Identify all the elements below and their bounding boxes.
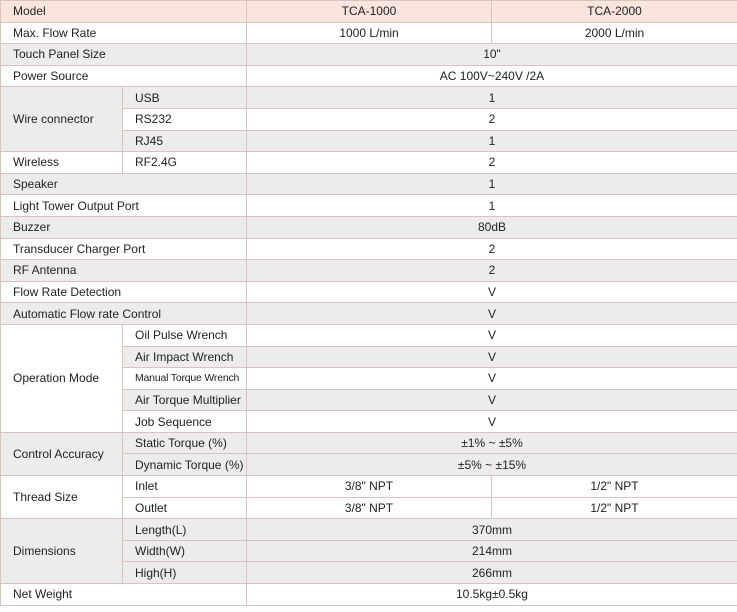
cell-value: 1 <box>247 130 737 152</box>
cell-value: V <box>247 389 737 411</box>
sub-label: Air Impact Wrench <box>123 346 247 368</box>
cell-value: 10.5kg±0.5kg <box>247 584 737 606</box>
cell-value: V <box>247 303 737 325</box>
cell-value: 266mm <box>247 562 737 584</box>
model-tca-2000: TCA-2000 <box>492 1 737 23</box>
row-net-weight <box>1 584 737 606</box>
sub-label: Job Sequence <box>123 411 247 433</box>
row-wire-usb <box>1 87 737 109</box>
row-label: Automatic Flow rate Control <box>1 303 247 325</box>
row-label: Touch Panel Size <box>1 44 247 66</box>
sub-label: RS232 <box>123 108 247 130</box>
cell-value: 1 <box>247 87 737 109</box>
row-auto-flow <box>1 303 737 325</box>
row-power-source <box>1 65 737 87</box>
sub-label: RF2.4G <box>123 152 247 174</box>
sub-label: Manual Torque Wrench <box>123 368 247 390</box>
row-label: Flow Rate Detection <box>1 281 247 303</box>
sub-label: Air Torque Multiplier <box>123 389 247 411</box>
sub-label: Oil Pulse Wrench <box>123 324 247 346</box>
cell-value: 1/2" NPT <box>492 476 737 498</box>
group-label-wire: Wire connector <box>1 87 123 152</box>
sub-label: RJ45 <box>123 130 247 152</box>
model-tca-1000: TCA-1000 <box>247 1 492 23</box>
row-flow-rate <box>1 22 737 44</box>
cell-value: 2000 L/min <box>492 22 737 44</box>
row-label: Transducer Charger Port <box>1 238 247 260</box>
row-label: RF Antenna <box>1 260 247 282</box>
cell-value: 3/8" NPT <box>247 497 492 519</box>
row-dim-length <box>1 519 737 541</box>
cell-value: V <box>247 324 737 346</box>
sub-label: Dynamic Torque (%) <box>123 454 247 476</box>
row-light-tower <box>1 195 737 217</box>
row-wireless <box>1 152 737 174</box>
row-buzzer <box>1 216 737 238</box>
row-label: Power Source <box>1 65 247 87</box>
cell-value: 2 <box>247 108 737 130</box>
row-transducer <box>1 238 737 260</box>
row-flow-detection <box>1 281 737 303</box>
cell-value: 3/8" NPT <box>247 476 492 498</box>
row-rf-antenna <box>1 260 737 282</box>
row-label: Max. Flow Rate <box>1 22 247 44</box>
group-label-operation: Operation Mode <box>1 324 123 432</box>
cell-value: V <box>247 346 737 368</box>
cell-value: AC 100V~240V /2A <box>247 65 737 87</box>
group-label-thread: Thread Size <box>1 476 123 519</box>
cell-value: 10" <box>247 44 737 66</box>
sub-label: Width(W) <box>123 540 247 562</box>
row-label: Buzzer <box>1 216 247 238</box>
row-label: Light Tower Output Port <box>1 195 247 217</box>
cell-value: 2 <box>247 260 737 282</box>
sub-label: High(H) <box>123 562 247 584</box>
row-acc-static <box>1 432 737 454</box>
cell-value: 1000 L/min <box>247 22 492 44</box>
row-op-oil-pulse <box>1 324 737 346</box>
cell-value: V <box>247 281 737 303</box>
row-touch-panel <box>1 44 737 66</box>
cell-value: ±5% ~ ±15% <box>247 454 737 476</box>
row-speaker <box>1 173 737 195</box>
row-label: Net Weight <box>1 584 247 606</box>
cell-value: 1 <box>247 173 737 195</box>
cell-value: 80dB <box>247 216 737 238</box>
row-label: Wireless <box>1 152 123 174</box>
sub-label: Outlet <box>123 497 247 519</box>
sub-label: Length(L) <box>123 519 247 541</box>
sub-label: Static Torque (%) <box>123 432 247 454</box>
cell-value: 2 <box>247 152 737 174</box>
cell-value: V <box>247 411 737 433</box>
cell-value: 1/2" NPT <box>492 497 737 519</box>
cell-value: 370mm <box>247 519 737 541</box>
header-row <box>1 1 737 23</box>
group-label-dimensions: Dimensions <box>1 519 123 584</box>
cell-value: 2 <box>247 238 737 260</box>
group-label-accuracy: Control Accuracy <box>1 432 123 475</box>
row-thread-inlet <box>1 476 737 498</box>
sub-label: USB <box>123 87 247 109</box>
cell-value: ±1% ~ ±5% <box>247 432 737 454</box>
row-label: Speaker <box>1 173 247 195</box>
header-label: Model <box>1 1 247 23</box>
sub-label: Inlet <box>123 476 247 498</box>
cell-value: 1 <box>247 195 737 217</box>
cell-value: V <box>247 368 737 390</box>
cell-value: 214mm <box>247 540 737 562</box>
